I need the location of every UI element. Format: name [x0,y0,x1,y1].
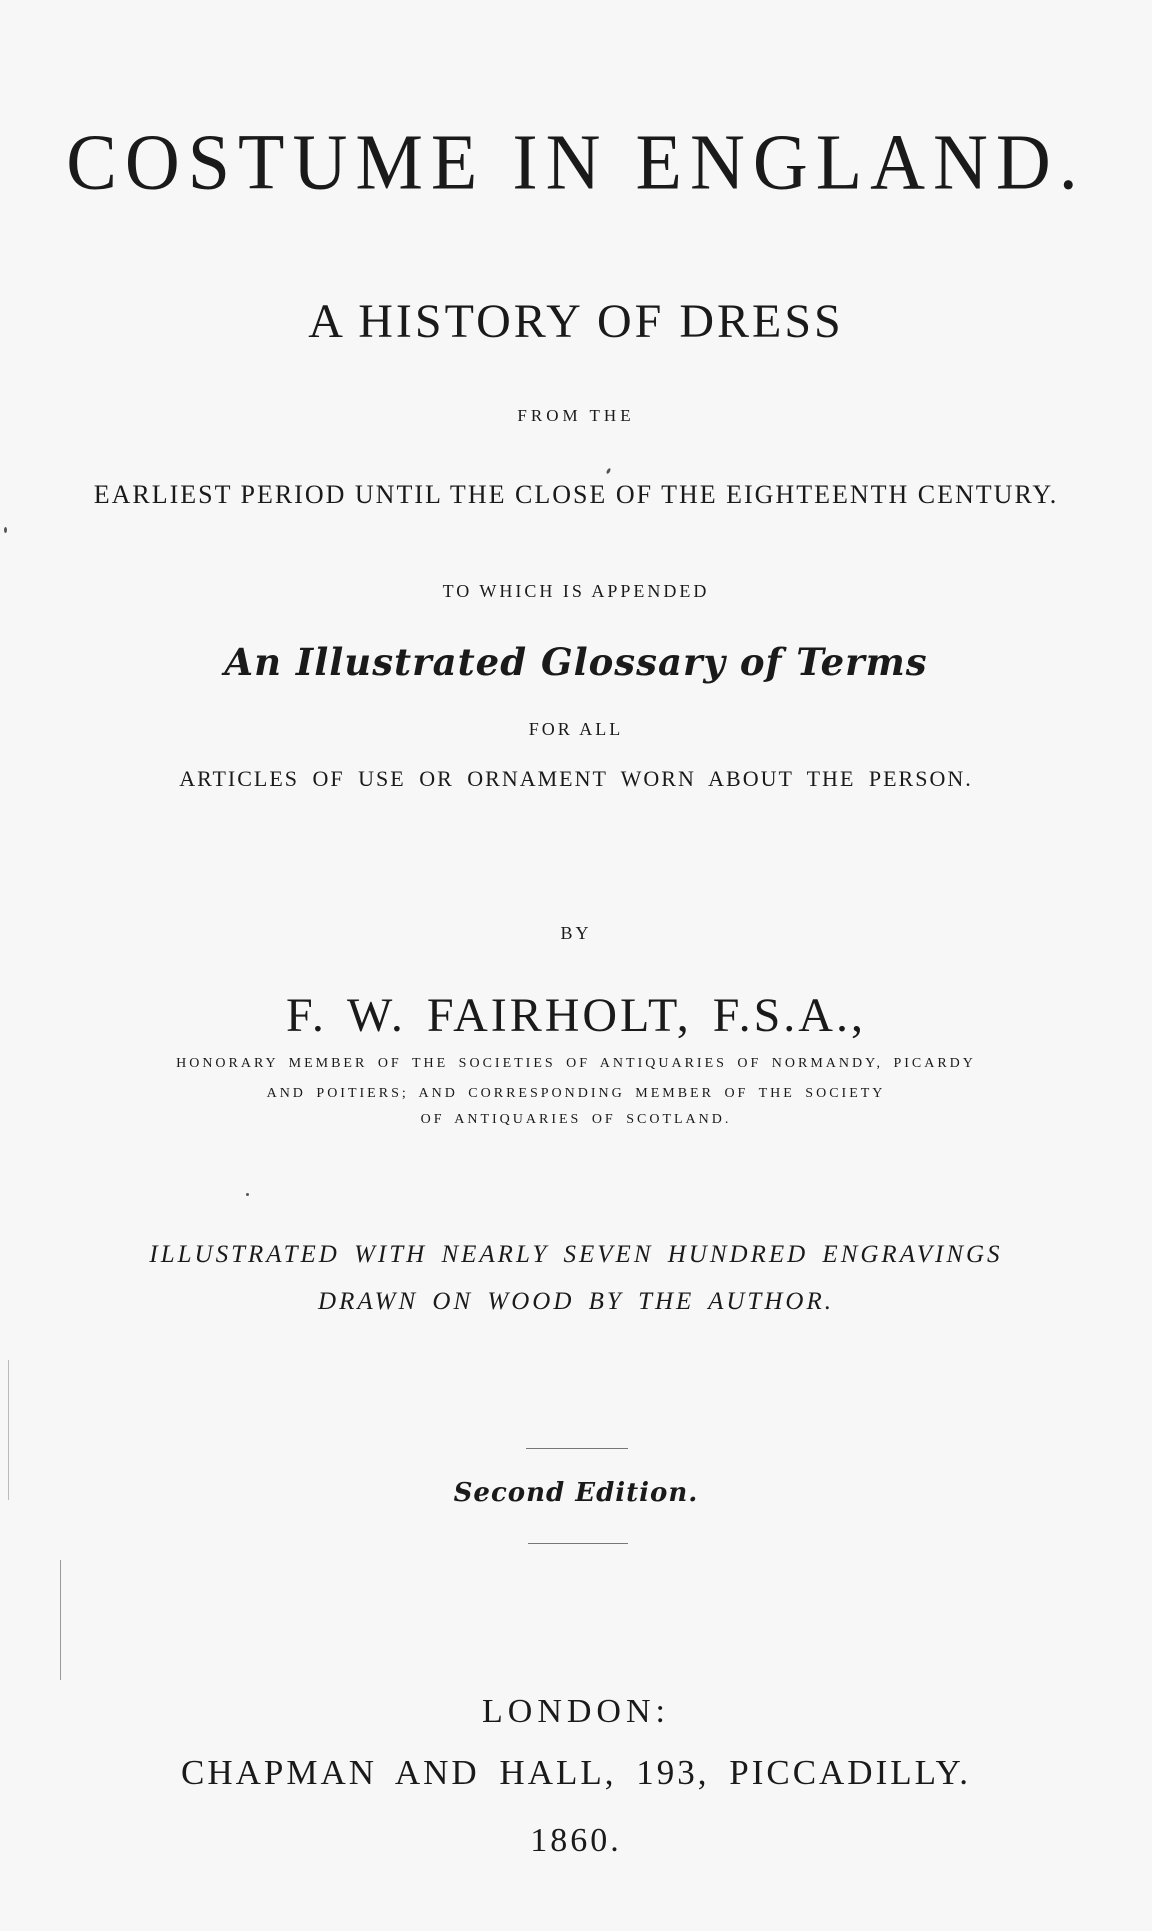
glossary-title: An Illustrated Glossary of Terms [224,640,928,684]
articles-text: ARTICLES OF USE OR ORNAMENT WORN ABOUT THE PERSON. [179,766,973,791]
appended-text: TO WHICH IS APPENDED [442,581,710,601]
illustrated-line-2: DRAWN ON WOOD BY THE AUTHOR. [318,1288,834,1315]
edition-rule-bottom [528,1543,628,1544]
author-credentials-line-1: HONORARY MEMBER OF THE SOCIETIES OF ANTIQUARIES OF NORMANDY, PICARDY [176,1056,976,1071]
period-text: EARLIEST PERIOD UNTIL THE CLOSE OF THE EIGHTEENTH CENTURY. [93,480,1059,509]
author-name: F. W. FAIRHOLT, F.S.A., [286,989,866,1042]
edition-rule-top [526,1448,628,1449]
book-title: COSTUME IN ENGLAND. [66,117,1086,207]
scan-speck [4,527,7,533]
illustrated-line-1: ILLUSTRATED WITH NEARLY SEVEN HUNDRED ENGRAVINGS [149,1241,1003,1268]
page-edge-line [8,1360,9,1500]
for-all-text: FOR ALL [528,719,624,739]
imprint-city: LONDON: [482,1693,670,1730]
edition-text: Second Edition. [453,1478,699,1508]
by-text: BY [560,923,592,943]
page-edge-line [60,1560,61,1680]
author-credentials-line-2: AND POITIERS; AND CORRESPONDING MEMBER OF THE SOCIETY [266,1086,886,1101]
author-credentials-line-3: OF ANTIQUARIES OF SCOTLAND. [420,1112,732,1127]
book-subtitle: A HISTORY OF DRESS [308,295,844,348]
scan-speck [606,468,612,475]
scan-speck [246,1193,249,1196]
from-the-text: FROM THE [517,406,635,425]
imprint-year: 1860. [530,1822,622,1859]
imprint-publisher: CHAPMAN AND HALL, 193, PICCADILLY. [180,1753,972,1792]
